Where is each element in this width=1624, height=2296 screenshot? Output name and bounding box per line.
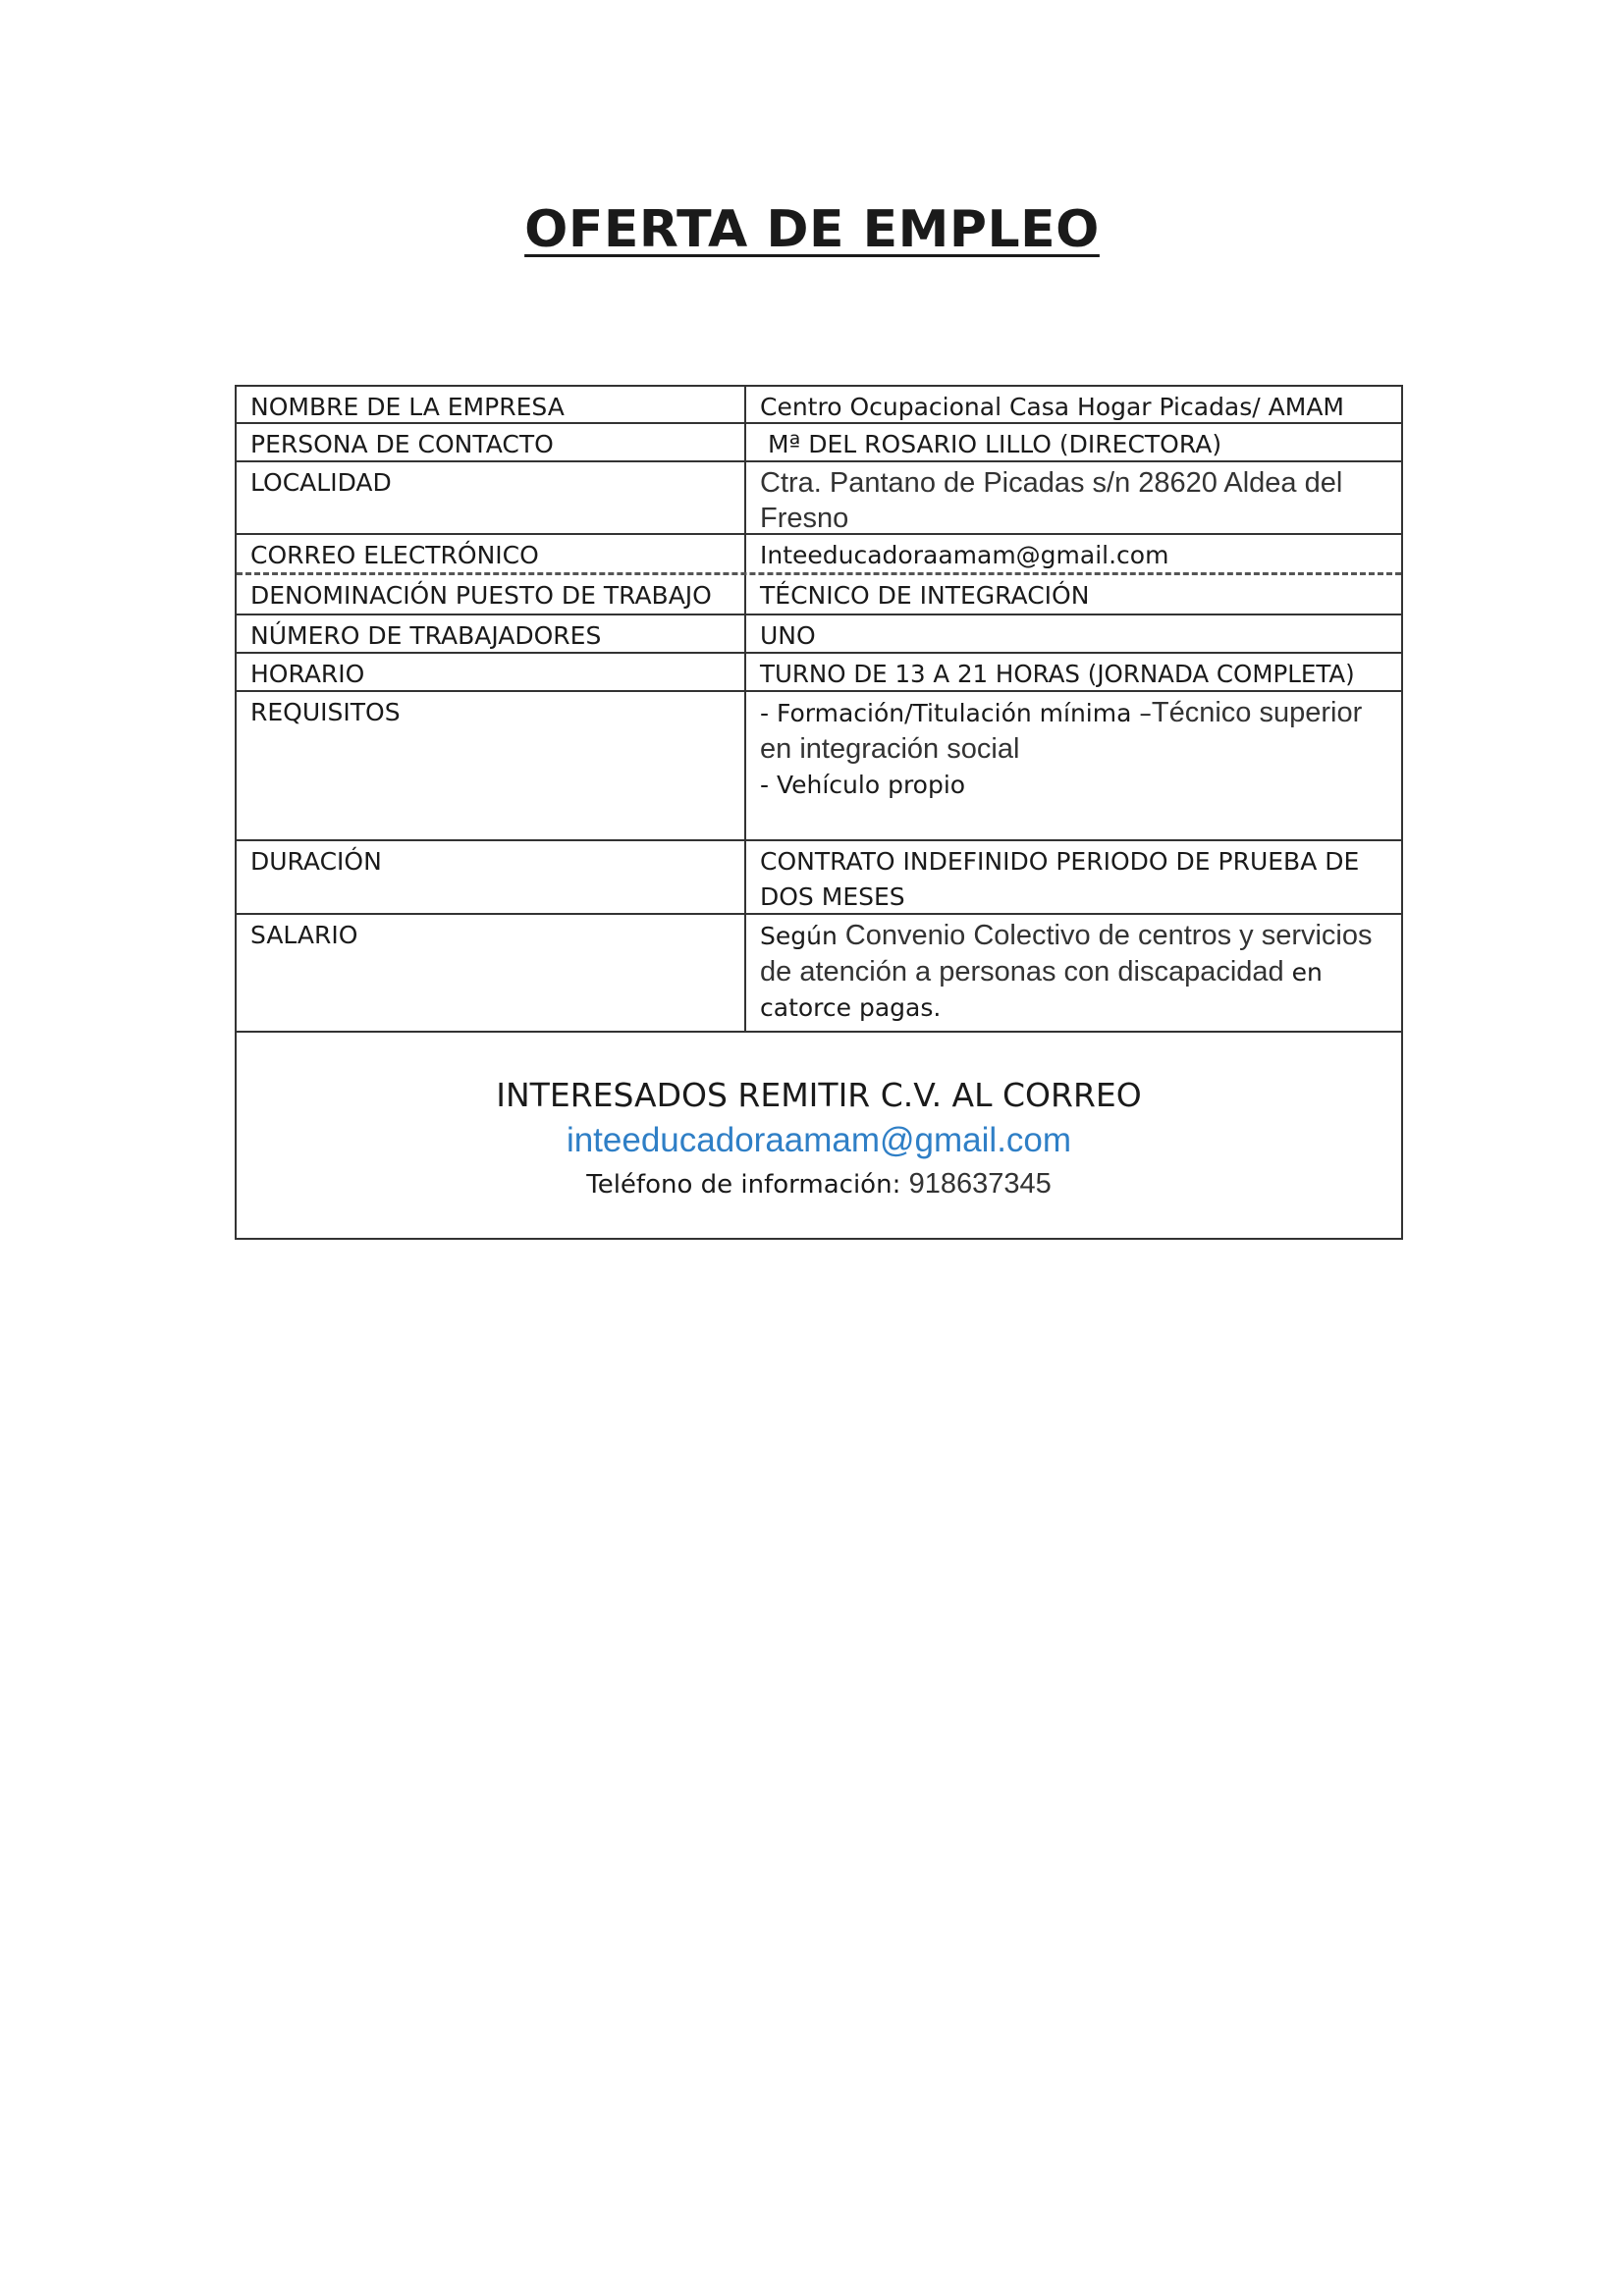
table-row bbox=[237, 575, 1401, 615]
row-value: CONTRATO INDEFINIDO PERIODO DE PRUEBA DE DOS MESES bbox=[760, 847, 1360, 911]
table-row bbox=[237, 387, 1401, 424]
phone-label: Teléfono de información: bbox=[586, 1170, 909, 1200]
table-row bbox=[237, 915, 1401, 1031]
phone-info bbox=[237, 1164, 1401, 1204]
page-title: OFERTA DE EMPLEO bbox=[524, 200, 1100, 259]
row-value: TURNO DE 13 A 21 HORAS (JORNADA COMPLETA) bbox=[760, 660, 1355, 688]
table-row bbox=[237, 841, 1401, 915]
table-row bbox=[237, 654, 1401, 692]
row-value: Centro Ocupacional Casa Hogar Picadas/ AMAM bbox=[760, 393, 1344, 421]
salary-text: Convenio Colectivo de centros y servicios de atención a personas con discapacidad bbox=[760, 920, 1373, 988]
row-label: NÚMERO DE TRABAJADORES bbox=[237, 615, 746, 652]
row-value: Ctra. Pantano de Picadas s/n 28620 Aldea del Fresno bbox=[760, 467, 1343, 534]
row-value: Inteeducadoraamam@gmail.com bbox=[760, 541, 1169, 569]
row-label: NOMBRE DE LA EMPRESA bbox=[237, 387, 746, 422]
row-label: CORREO ELECTRÓNICO bbox=[237, 535, 746, 572]
contact-email-link[interactable]: inteeducadoraamam@gmail.com bbox=[566, 1121, 1072, 1159]
row-value: UNO bbox=[760, 621, 816, 650]
table-row bbox=[237, 424, 1401, 462]
table-row bbox=[237, 692, 1401, 841]
contact-box bbox=[235, 1031, 1403, 1240]
row-label: DURACIÓN bbox=[237, 841, 746, 913]
table-row bbox=[237, 462, 1401, 535]
phone-number: 918637345 bbox=[908, 1168, 1052, 1200]
row-label: REQUISITOS bbox=[237, 692, 746, 839]
row-value: Mª DEL ROSARIO LILLO (DIRECTORA) bbox=[760, 430, 1222, 458]
row-label: PERSONA DE CONTACTO bbox=[237, 424, 746, 460]
row-label: DENOMINACIÓN PUESTO DE TRABAJO bbox=[237, 575, 746, 614]
row-value bbox=[746, 915, 1401, 1031]
row-label: LOCALIDAD bbox=[237, 462, 746, 533]
requirement-text: Técnico superior en integración social bbox=[760, 697, 1363, 765]
requirement-text: - Vehículo propio bbox=[760, 771, 966, 799]
salary-text: en catorce pagas. bbox=[760, 958, 1323, 1022]
table-row bbox=[237, 615, 1401, 654]
row-label: HORARIO bbox=[237, 654, 746, 690]
requirement-text: - Formación/Titulación mínima – bbox=[760, 699, 1152, 727]
instructions-text: INTERESADOS REMITIR C.V. AL CORREO bbox=[496, 1076, 1142, 1114]
row-value bbox=[746, 692, 1401, 839]
table-row bbox=[237, 535, 1401, 575]
offer-table bbox=[235, 385, 1403, 1033]
row-value: TÉCNICO DE INTEGRACIÓN bbox=[760, 581, 1090, 610]
row-label: SALARIO bbox=[237, 915, 746, 1031]
salary-text: Según bbox=[760, 922, 845, 950]
